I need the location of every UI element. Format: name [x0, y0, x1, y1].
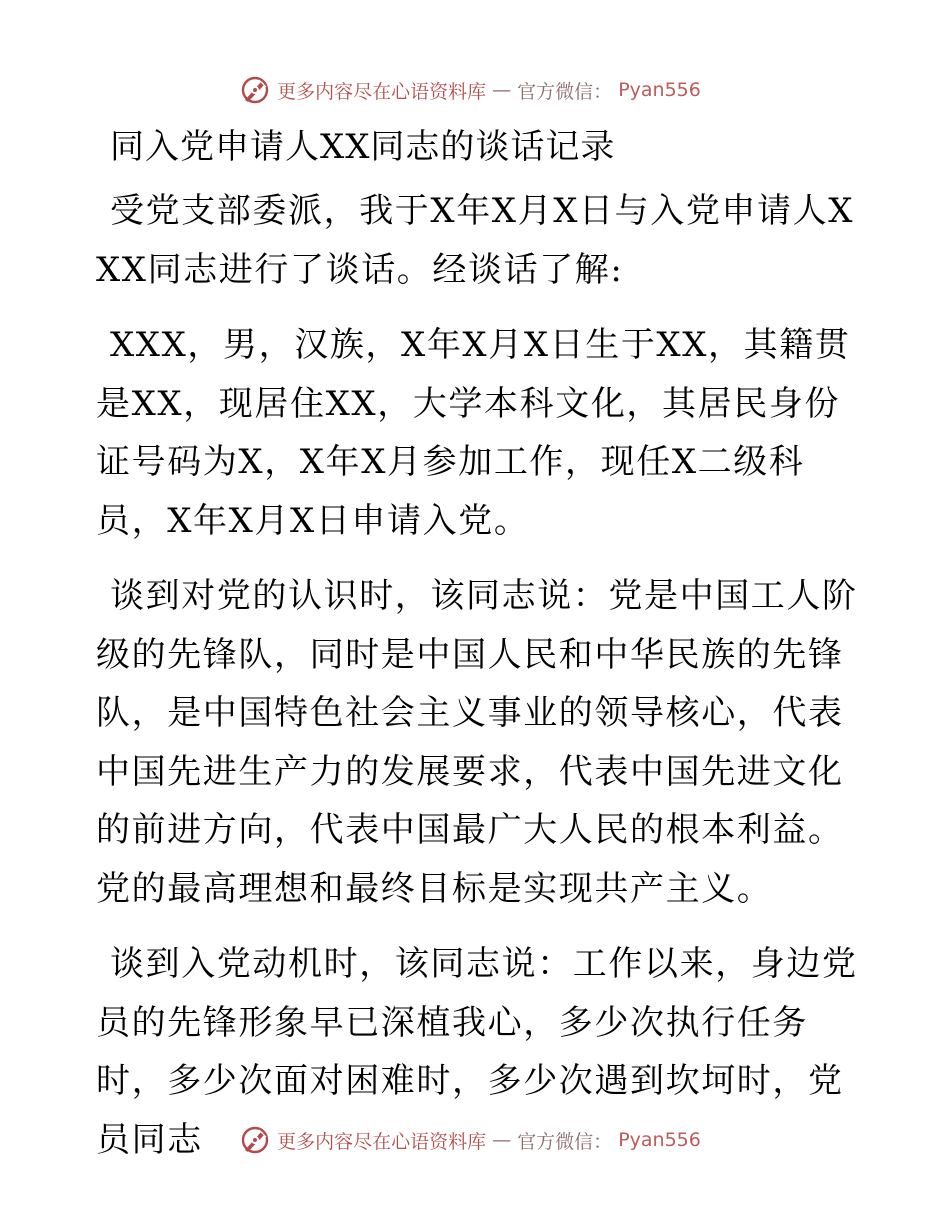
watermark-text: 更多内容尽在心语资料库 — [277, 1130, 487, 1153]
watermark-separator: — — [492, 1129, 512, 1151]
quill-logo-icon — [239, 74, 271, 106]
watermark-separator: — — [492, 79, 512, 101]
watermark-inner — [239, 74, 701, 106]
quill-logo-icon — [239, 1124, 271, 1156]
footer-watermark — [0, 1120, 950, 1160]
watermark-inner — [239, 1124, 701, 1156]
document-title: 同入党申请人XX同志的谈话记录 — [110, 127, 616, 167]
document-body — [96, 118, 866, 1186]
header-watermark — [0, 70, 950, 110]
paragraph-motivation: 谈到入党动机时，该同志说：工作以来，身边党员的先锋形象早已深植我心，多少次执行任务时，多少次面对困难时，多少次遇到坎坷时，党员同志 — [96, 944, 858, 1160]
paragraph-party-understanding: 谈到对党的认识时，该同志说：党是中国工人阶级的先锋队，同时是中国人民和中华民族的先锋队，是中国特色社会主义事业的领导核心，代表中国先进生产力的发展要求，代表中国先进文化的前进方向，代表中国最广大人民的根本利益。党的最高理想和最终目标是实现共产主义。 — [96, 576, 858, 909]
paragraph-intro: 受党支部委派，我于X年X月X日与入党申请人XXX同志进行了谈话。经谈话了解: — [96, 191, 855, 290]
watermark-text: 更多内容尽在心语资料库 — [277, 80, 487, 103]
watermark-wechat-id: Pyan556 — [618, 1129, 701, 1151]
watermark-wechat-id: Pyan556 — [618, 79, 701, 101]
watermark-wechat-label: 官方微信： — [517, 80, 613, 103]
watermark-wechat-label: 官方微信： — [517, 1130, 613, 1153]
paragraph-profile: XXX，男，汉族，X年X月X日生于XX，其籍贯是XX，现居住XX，大学本科文化，其居民身份证号码为X，X年X月参加工作，现任X二级科员，X年X月X日申请入党。 — [96, 325, 851, 541]
